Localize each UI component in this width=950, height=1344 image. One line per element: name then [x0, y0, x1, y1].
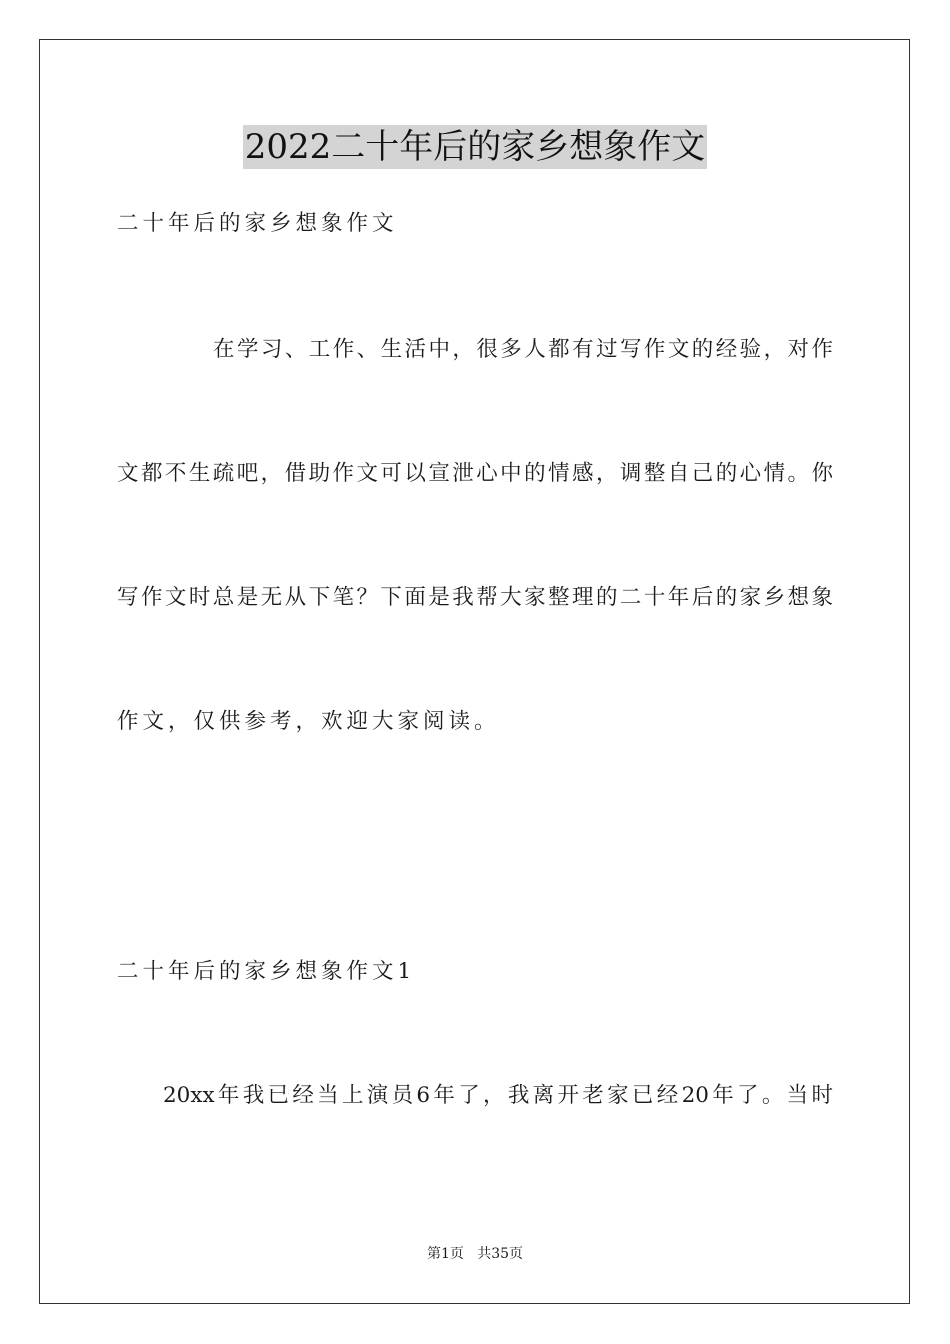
intro-line: 在学习、工作、生活中，很多人都有过写作文的经验，对作 [213, 337, 833, 362]
intro-line: 写作文时总是无从下笔？下面是我帮大家整理的二十年后的家乡想象 [117, 585, 833, 610]
title-block [0, 125, 950, 169]
document-title: 2022二十年后的家乡想象作文 [244, 127, 706, 167]
page-footer: 第1页 共35页 [426, 1246, 524, 1262]
section-line: 20xx年我已经当上演员6年了，我离开老家已经20年了。当时 [163, 1083, 833, 1108]
intro-line: 文都不生疏吧，借助作文可以宣泄心中的情感，调整自己的心情。你 [117, 461, 833, 486]
document-subtitle: 二十年后的家乡想象作文 [117, 211, 398, 236]
section-heading: 二十年后的家乡想象作文1 [117, 959, 416, 984]
intro-line: 作文，仅供参考，欢迎大家阅读。 [117, 709, 500, 734]
